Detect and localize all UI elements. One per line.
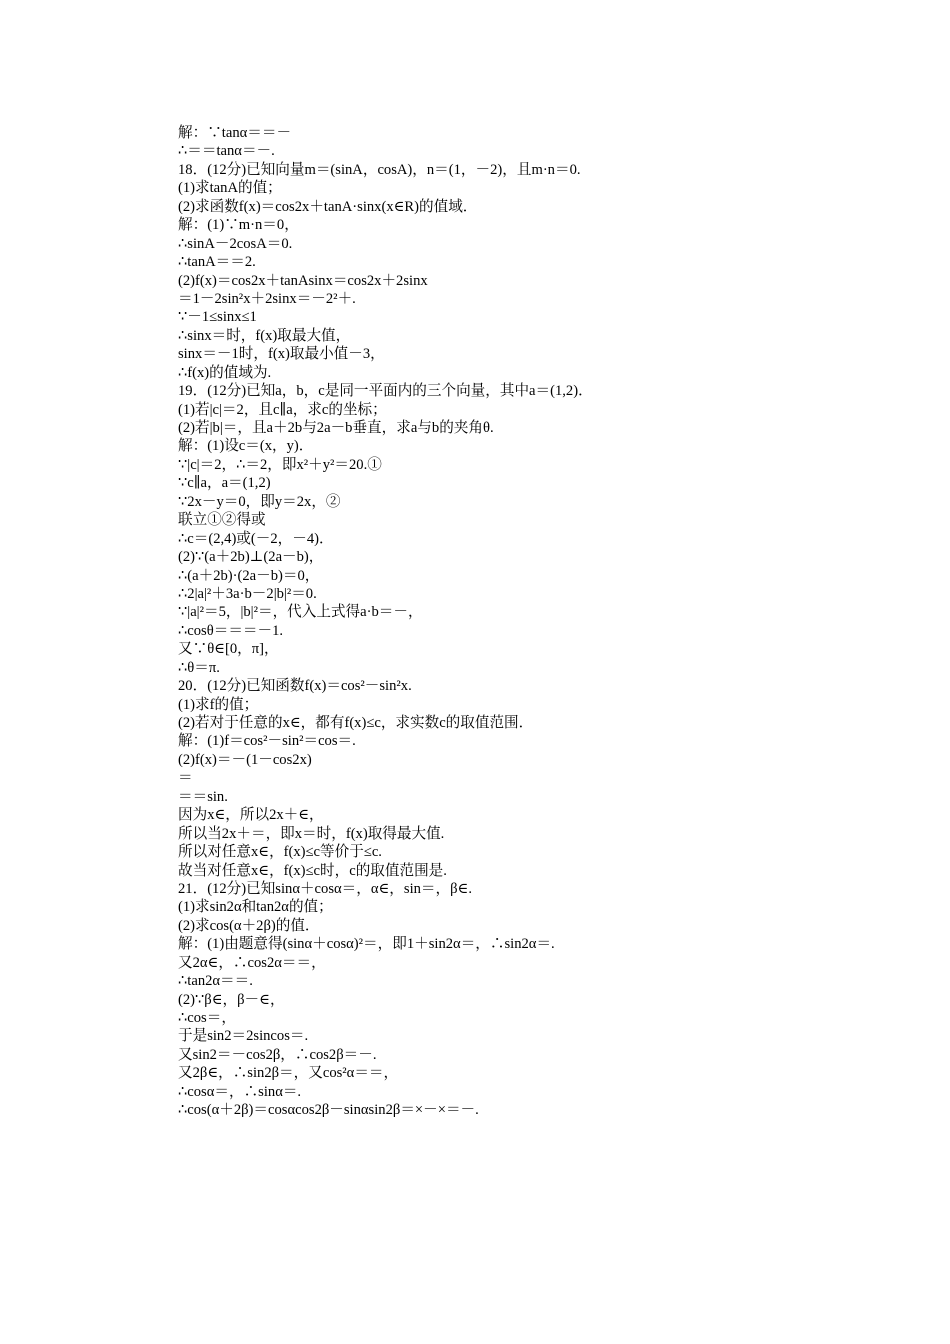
text-line: (2)f(x)＝－(1－cos2x) xyxy=(178,751,312,768)
text-line: (2)∵β∈，β－∈， xyxy=(178,991,285,1008)
text-line: (2)∵(a＋2b)⊥(2a－b)， xyxy=(178,549,324,566)
text-line: (2)若|b|＝，且a＋2b与2a－b垂直，求a与b的夹角θ. xyxy=(178,420,494,436)
text-line: ∴cos(α＋2β)＝cosαcos2β－sinαsin2β＝×－×＝－. xyxy=(178,1102,479,1119)
question-18-title: 18．(12分)已知向量m＝(sinA，cosA)，n＝(1，－2)，且m·n＝0. xyxy=(178,161,581,178)
question-19-title: 19．(12分)已知a，b，c是同一平面内的三个向量，其中a＝(1,2)． xyxy=(178,383,593,400)
text-line: ∴f(x)的值域为. xyxy=(178,364,272,381)
text-line: (1)求tanA的值； xyxy=(178,180,282,197)
text-line: ∴2|a|²＋3a·b－2|b|²＝0. xyxy=(178,585,317,602)
text-line: 又∵θ∈[0，π]， xyxy=(178,641,279,658)
question-20-title: 20．(12分)已知函数f(x)＝cos²－sin²x. xyxy=(178,678,412,695)
text-line: ∴cosθ＝＝＝－1. xyxy=(178,622,284,639)
text-line: ＝1－2sin²x＋2sinx＝－2²＋. xyxy=(178,290,356,307)
text-line: 于是sin2＝2sincos＝. xyxy=(178,1028,309,1045)
text-line: ∴tanA＝＝2. xyxy=(178,254,256,271)
text-line: ∵2x－y＝0，即y＝2x，② xyxy=(178,493,341,510)
question-21-title: 21．(12分)已知sinα＋cosα＝，α∈，sin＝，β∈. xyxy=(178,880,472,897)
text-line: 所以对任意x∈，f(x)≤c等价于≤c. xyxy=(178,844,382,861)
document-body xyxy=(178,124,898,1120)
text-line: ∴＝＝tanα＝－. xyxy=(178,143,275,160)
text-line: 又2β∈，∴sin2β＝，又cos²α＝＝， xyxy=(178,1065,399,1082)
text-line: ∴sinx＝时，f(x)取最大值， xyxy=(178,327,351,344)
text-line: ∴cosα＝，∴sinα＝. xyxy=(178,1083,302,1100)
text-line: ∴cos＝， xyxy=(178,1010,236,1026)
text-line: 解：(1)f＝cos²－sin²＝cos＝. xyxy=(178,733,356,750)
text-line: (1)若|c|＝2，且c∥a，求c的坐标； xyxy=(178,401,387,418)
text-line: 又2α∈，∴cos2α＝＝， xyxy=(178,954,326,971)
text-line: (1)求f的值； xyxy=(178,696,259,713)
text-line: 解：(1)由题意得(sinα＋cosα)²＝，即1＋sin2α＝，∴sin2α＝. xyxy=(178,936,555,953)
text-line: (2)若对于任意的x∈，都有f(x)≤c，求实数c的取值范围． xyxy=(178,715,534,731)
text-line: ∴c＝(2,4)或(－2，－4)． xyxy=(178,530,334,547)
text-line: ＝ xyxy=(178,770,193,787)
text-line: 又sin2＝－cos2β，∴cos2β＝－. xyxy=(178,1046,377,1063)
text-line: ∵|c|＝2，∴＝2，即x²＋y²＝20.① xyxy=(178,456,382,473)
text-line: (2)求cos(α＋2β)的值． xyxy=(178,917,320,934)
text-line: (2)求函数f(x)＝cos2x＋tanA·sinx(x∈R)的值域． xyxy=(178,198,478,215)
text-line: 因为x∈，所以2x＋∈， xyxy=(178,807,324,824)
text-line: 解：∵tanα＝＝－ xyxy=(178,125,292,141)
text-line: (1)求sin2α和tan2α的值； xyxy=(178,899,333,916)
text-line: ∴tan2α＝＝. xyxy=(178,973,253,990)
text-line: 解：(1)设c＝(x，y)． xyxy=(178,438,314,455)
text-line: 所以当2x＋＝，即x＝时，f(x)取得最大值. xyxy=(178,825,445,842)
text-line: ∵－1≤sinx≤1 xyxy=(178,309,257,326)
text-line: sinx＝－1时，f(x)取最小值－3， xyxy=(178,346,385,363)
text-line: ＝＝sin. xyxy=(178,788,228,805)
text-line: 联立①②得或 xyxy=(178,512,266,529)
text-line: 故当对任意x∈，f(x)≤c时，c的取值范围是. xyxy=(178,862,447,879)
text-line: ∵|a|²＝5，|b|²＝，代入上式得a·b＝－， xyxy=(178,604,423,621)
text-line: ∴(a＋2b)·(2a－b)＝0， xyxy=(178,567,320,584)
text-line: (2)f(x)＝cos2x＋tanAsinx＝cos2x＋2sinx xyxy=(178,272,428,289)
text-line: 解：(1)∵m·n＝0， xyxy=(178,217,299,234)
text-line: ∴sinA－2cosA＝0. xyxy=(178,235,293,252)
text-line: ∴θ＝π. xyxy=(178,659,220,676)
text-line: ∵c∥a，a＝(1,2) xyxy=(178,475,271,492)
